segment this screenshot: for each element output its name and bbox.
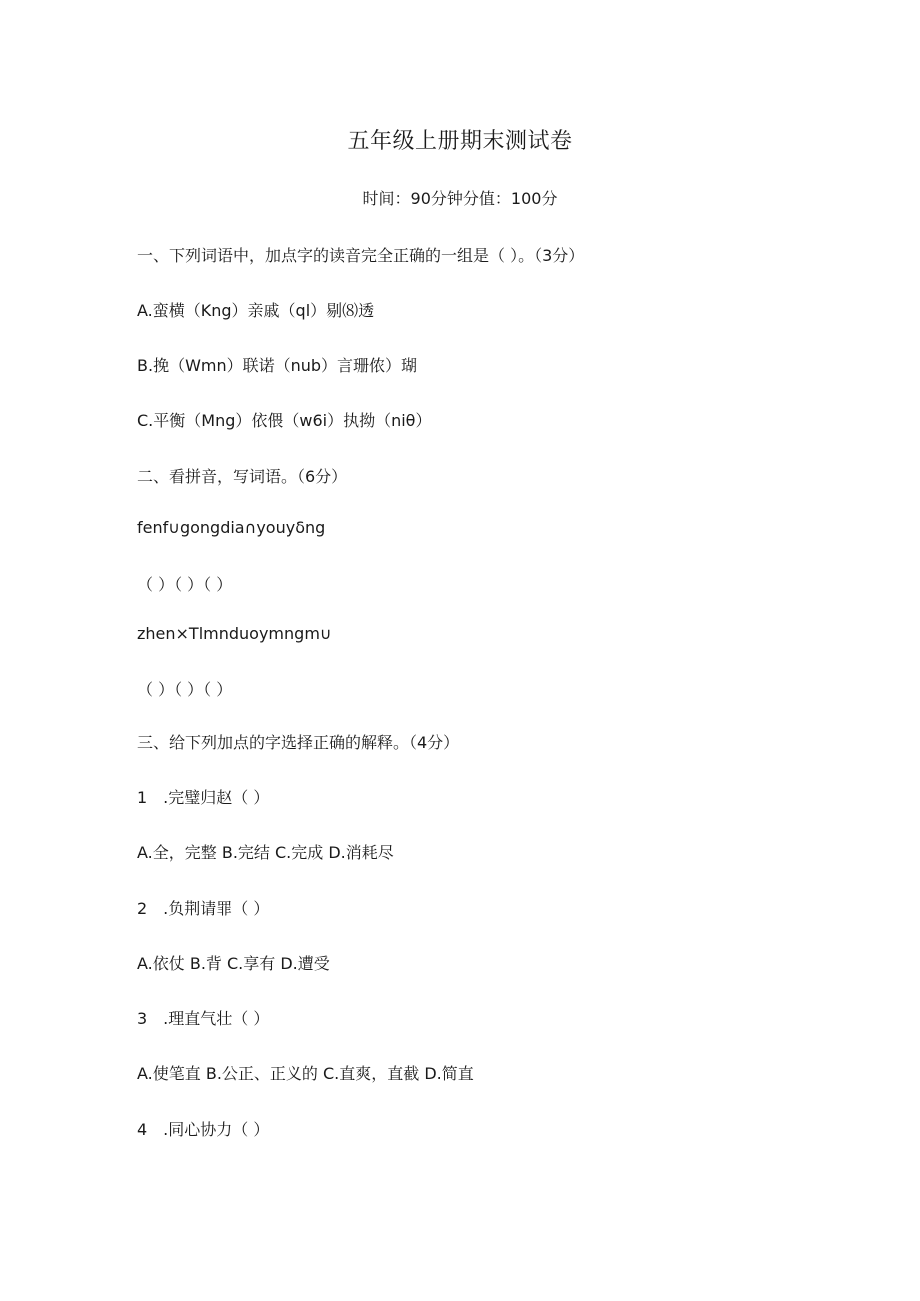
section-3-heading: 三、给下列加点的字选择正确的解释。（4分）	[137, 733, 460, 752]
pinyin-row-2: zhen×Tlmnduoymngm∪	[137, 624, 332, 643]
pinyin-row-1: fenf∪gongdia∩youyδng	[137, 518, 326, 537]
answer-blanks-row-2: （ ）（ ）（ ）	[137, 680, 233, 699]
question-2: 2 .负荆请罪（ ）	[137, 899, 270, 918]
section-1-option-c: C.平衡（Mng）依偎（w6i）执拗（niθ）	[137, 411, 432, 430]
question-3: 3 .理直气壮（ ）	[137, 1009, 270, 1028]
question-1-options: A.全，完整 B.完结 C.完成 D.消耗尽	[137, 843, 394, 862]
question-2-options: A.依仗 B.背 C.享有 D.遭受	[137, 954, 330, 973]
section-1-option-a: A.蛮横（Kng）亲戚（ql）剔⑻透	[137, 301, 375, 320]
question-3-options: A.使笔直 B.公正、正义的 C.直爽，直截 D.简直	[137, 1064, 474, 1083]
section-1-heading: 一、下列词语中，加点字的读音完全正确的一组是（ ）。（3分）	[137, 246, 585, 265]
question-4: 4 .同心协力（ ）	[137, 1120, 270, 1139]
answer-blanks-row-1: （ ）（ ）（ ）	[137, 575, 233, 594]
exam-time-score: 时间：90分钟分值：100分	[362, 189, 558, 208]
section-2-heading: 二、看拼音，写词语。（6分）	[137, 467, 348, 486]
exam-title: 五年级上册期末测试卷	[347, 129, 573, 154]
question-1: 1 .完璧归赵（ ）	[137, 788, 270, 807]
section-1-option-b: B.挽（Wmn）联诺（nub）言珊侬）瑚	[137, 356, 418, 375]
